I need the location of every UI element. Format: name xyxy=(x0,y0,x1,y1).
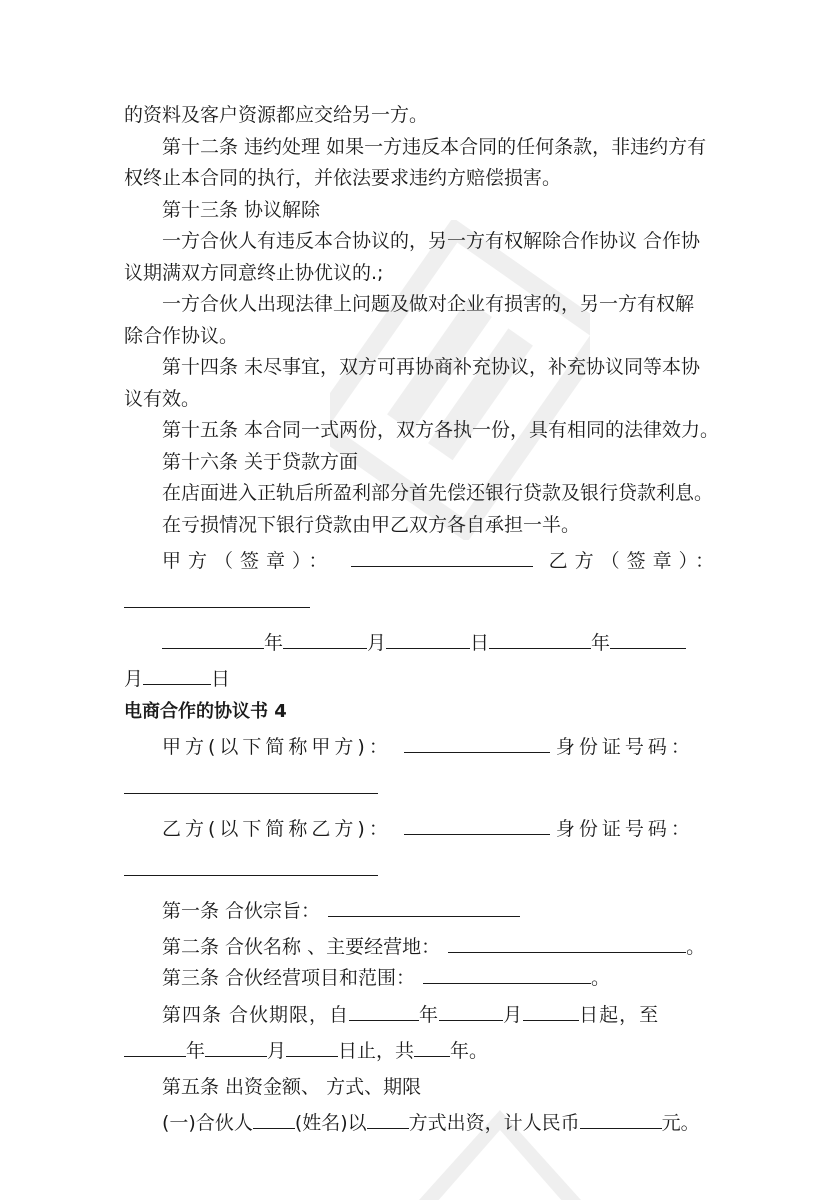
year-label: 年 xyxy=(419,1003,440,1026)
article-3-label: 第三条 合伙经营项目和范围： xyxy=(162,967,416,989)
party-a-name-blank[interactable] xyxy=(404,732,550,753)
date-row xyxy=(124,623,714,664)
article-16: 第十六条 关于贷款方面 xyxy=(162,450,359,473)
contribution-method-blank[interactable] xyxy=(367,1108,409,1129)
date-blank[interactable] xyxy=(386,628,470,649)
period: 。 xyxy=(591,967,611,989)
article-4-label: 第四条 合伙期限，自 xyxy=(162,1003,350,1026)
article-4 xyxy=(124,995,714,1036)
date-blank[interactable] xyxy=(283,628,367,649)
article-1 xyxy=(124,891,714,932)
end-month-blank[interactable] xyxy=(205,1036,267,1057)
end-year-blank[interactable] xyxy=(124,1036,186,1057)
article-3 xyxy=(124,963,714,995)
id-number-label: 身份证号码： xyxy=(555,735,694,758)
month-label: 月 xyxy=(503,1003,524,1026)
end-day-blank[interactable] xyxy=(286,1036,338,1057)
party-a-signature-blank[interactable] xyxy=(351,546,533,567)
start-day-blank[interactable] xyxy=(523,1000,579,1021)
year-label: 年 xyxy=(186,1039,206,1062)
id-number-label: 身份证号码： xyxy=(555,817,694,840)
day-label: 日 xyxy=(470,632,490,654)
date-blank[interactable] xyxy=(610,628,686,649)
article-1-label: 第一条 合伙宗旨： xyxy=(162,899,321,922)
partner-label: (一)合伙人 xyxy=(162,1112,253,1134)
day-label: 日 xyxy=(211,668,231,690)
scope-blank[interactable] xyxy=(423,963,591,984)
years-label: 年。 xyxy=(450,1039,489,1062)
year-label: 年 xyxy=(591,632,611,654)
party-b-signature-blank[interactable] xyxy=(124,587,310,608)
start-month-blank[interactable] xyxy=(439,1000,503,1021)
article-13: 第十三条 协议解除 xyxy=(162,198,321,221)
name-location-blank[interactable] xyxy=(448,932,686,953)
date-row-continued xyxy=(124,664,714,696)
until-label: 日止，共 xyxy=(338,1039,415,1062)
party-b-name-blank[interactable] xyxy=(404,814,550,835)
method-label: 方式出资，计人民币 xyxy=(408,1112,580,1134)
text-line: 一方合伙人出现法律上问题及做对企业有损害的，另一方有权解 xyxy=(162,293,695,315)
party-a-label: 甲方(以下简称甲方)： xyxy=(162,735,392,758)
party-b-row xyxy=(124,809,714,850)
document-page xyxy=(124,100,722,1140)
text-line: 权终止本合同的执行，并依法要求违约方赔偿损害。 xyxy=(124,167,562,189)
date-blank[interactable] xyxy=(143,664,211,685)
month-label: 月 xyxy=(267,1039,287,1062)
month-label: 月 xyxy=(367,632,387,654)
party-b-id-blank[interactable] xyxy=(124,855,378,876)
period: 。 xyxy=(686,935,706,958)
section-title: 电商合作的协议书 4 xyxy=(124,700,287,722)
article-2 xyxy=(124,932,714,964)
party-b-label: 乙方(以下简称乙方)： xyxy=(162,817,392,840)
date-blank[interactable] xyxy=(162,628,264,649)
text-line: 除合作协议。 xyxy=(124,324,239,347)
signature-row-continued xyxy=(124,582,714,623)
from-label: 日起，至 xyxy=(579,1003,660,1026)
signature-row xyxy=(124,541,722,582)
text-line: 议期满双方同意终止协优议的.; xyxy=(124,261,384,284)
partner-name-blank[interactable] xyxy=(253,1108,295,1129)
purpose-blank[interactable] xyxy=(328,896,520,917)
article-12: 第十二条 违约处理 如果一方违反本合同的任何条款，非违约方有 xyxy=(162,135,707,158)
text-line: 在亏损情况下银行贷款由甲乙双方各自承担一半。 xyxy=(162,513,581,536)
article-15: 第十五条 本合同一式两份，双方各执一份，具有相同的法律效力。 xyxy=(162,419,720,441)
article-2-label: 第二条 合伙名称 、主要经营地： xyxy=(162,935,441,958)
text-line: 在店面进入正轨后所盈利部分首先偿还银行贷款及银行贷款利息。 xyxy=(162,482,714,504)
article-14: 第十四条 未尽事宜，双方可再协商补充协议，补充协议同等本协 xyxy=(162,356,701,378)
text-line: 一方合伙人有违反本合协议的，另一方有权解除合作协议 合作协 xyxy=(162,230,701,252)
amount-blank[interactable] xyxy=(580,1108,662,1129)
year-label: 年 xyxy=(264,632,284,654)
article-5-item-1 xyxy=(124,1108,714,1140)
text-line: 的资料及客户资源都应交给另一方。 xyxy=(124,104,429,126)
party-a-row xyxy=(124,727,714,768)
party-a-id-blank[interactable] xyxy=(124,773,378,794)
article-5: 第五条 出资金额、 方式、期限 xyxy=(162,1076,422,1098)
month-label: 月 xyxy=(124,668,144,690)
total-years-blank[interactable] xyxy=(414,1036,450,1057)
name-label: (姓名)以 xyxy=(294,1112,367,1134)
party-a-signature-label: 甲方（签章）： xyxy=(162,550,335,572)
text-line: 议有效。 xyxy=(124,387,201,410)
start-year-blank[interactable] xyxy=(349,1000,419,1021)
party-a-id-row xyxy=(124,768,714,809)
party-b-id-row xyxy=(124,850,714,891)
unit-label: 元。 xyxy=(661,1112,700,1134)
party-b-signature-label: 乙方（签章）： xyxy=(548,550,722,572)
article-4-continued xyxy=(124,1036,714,1068)
date-blank[interactable] xyxy=(489,628,591,649)
